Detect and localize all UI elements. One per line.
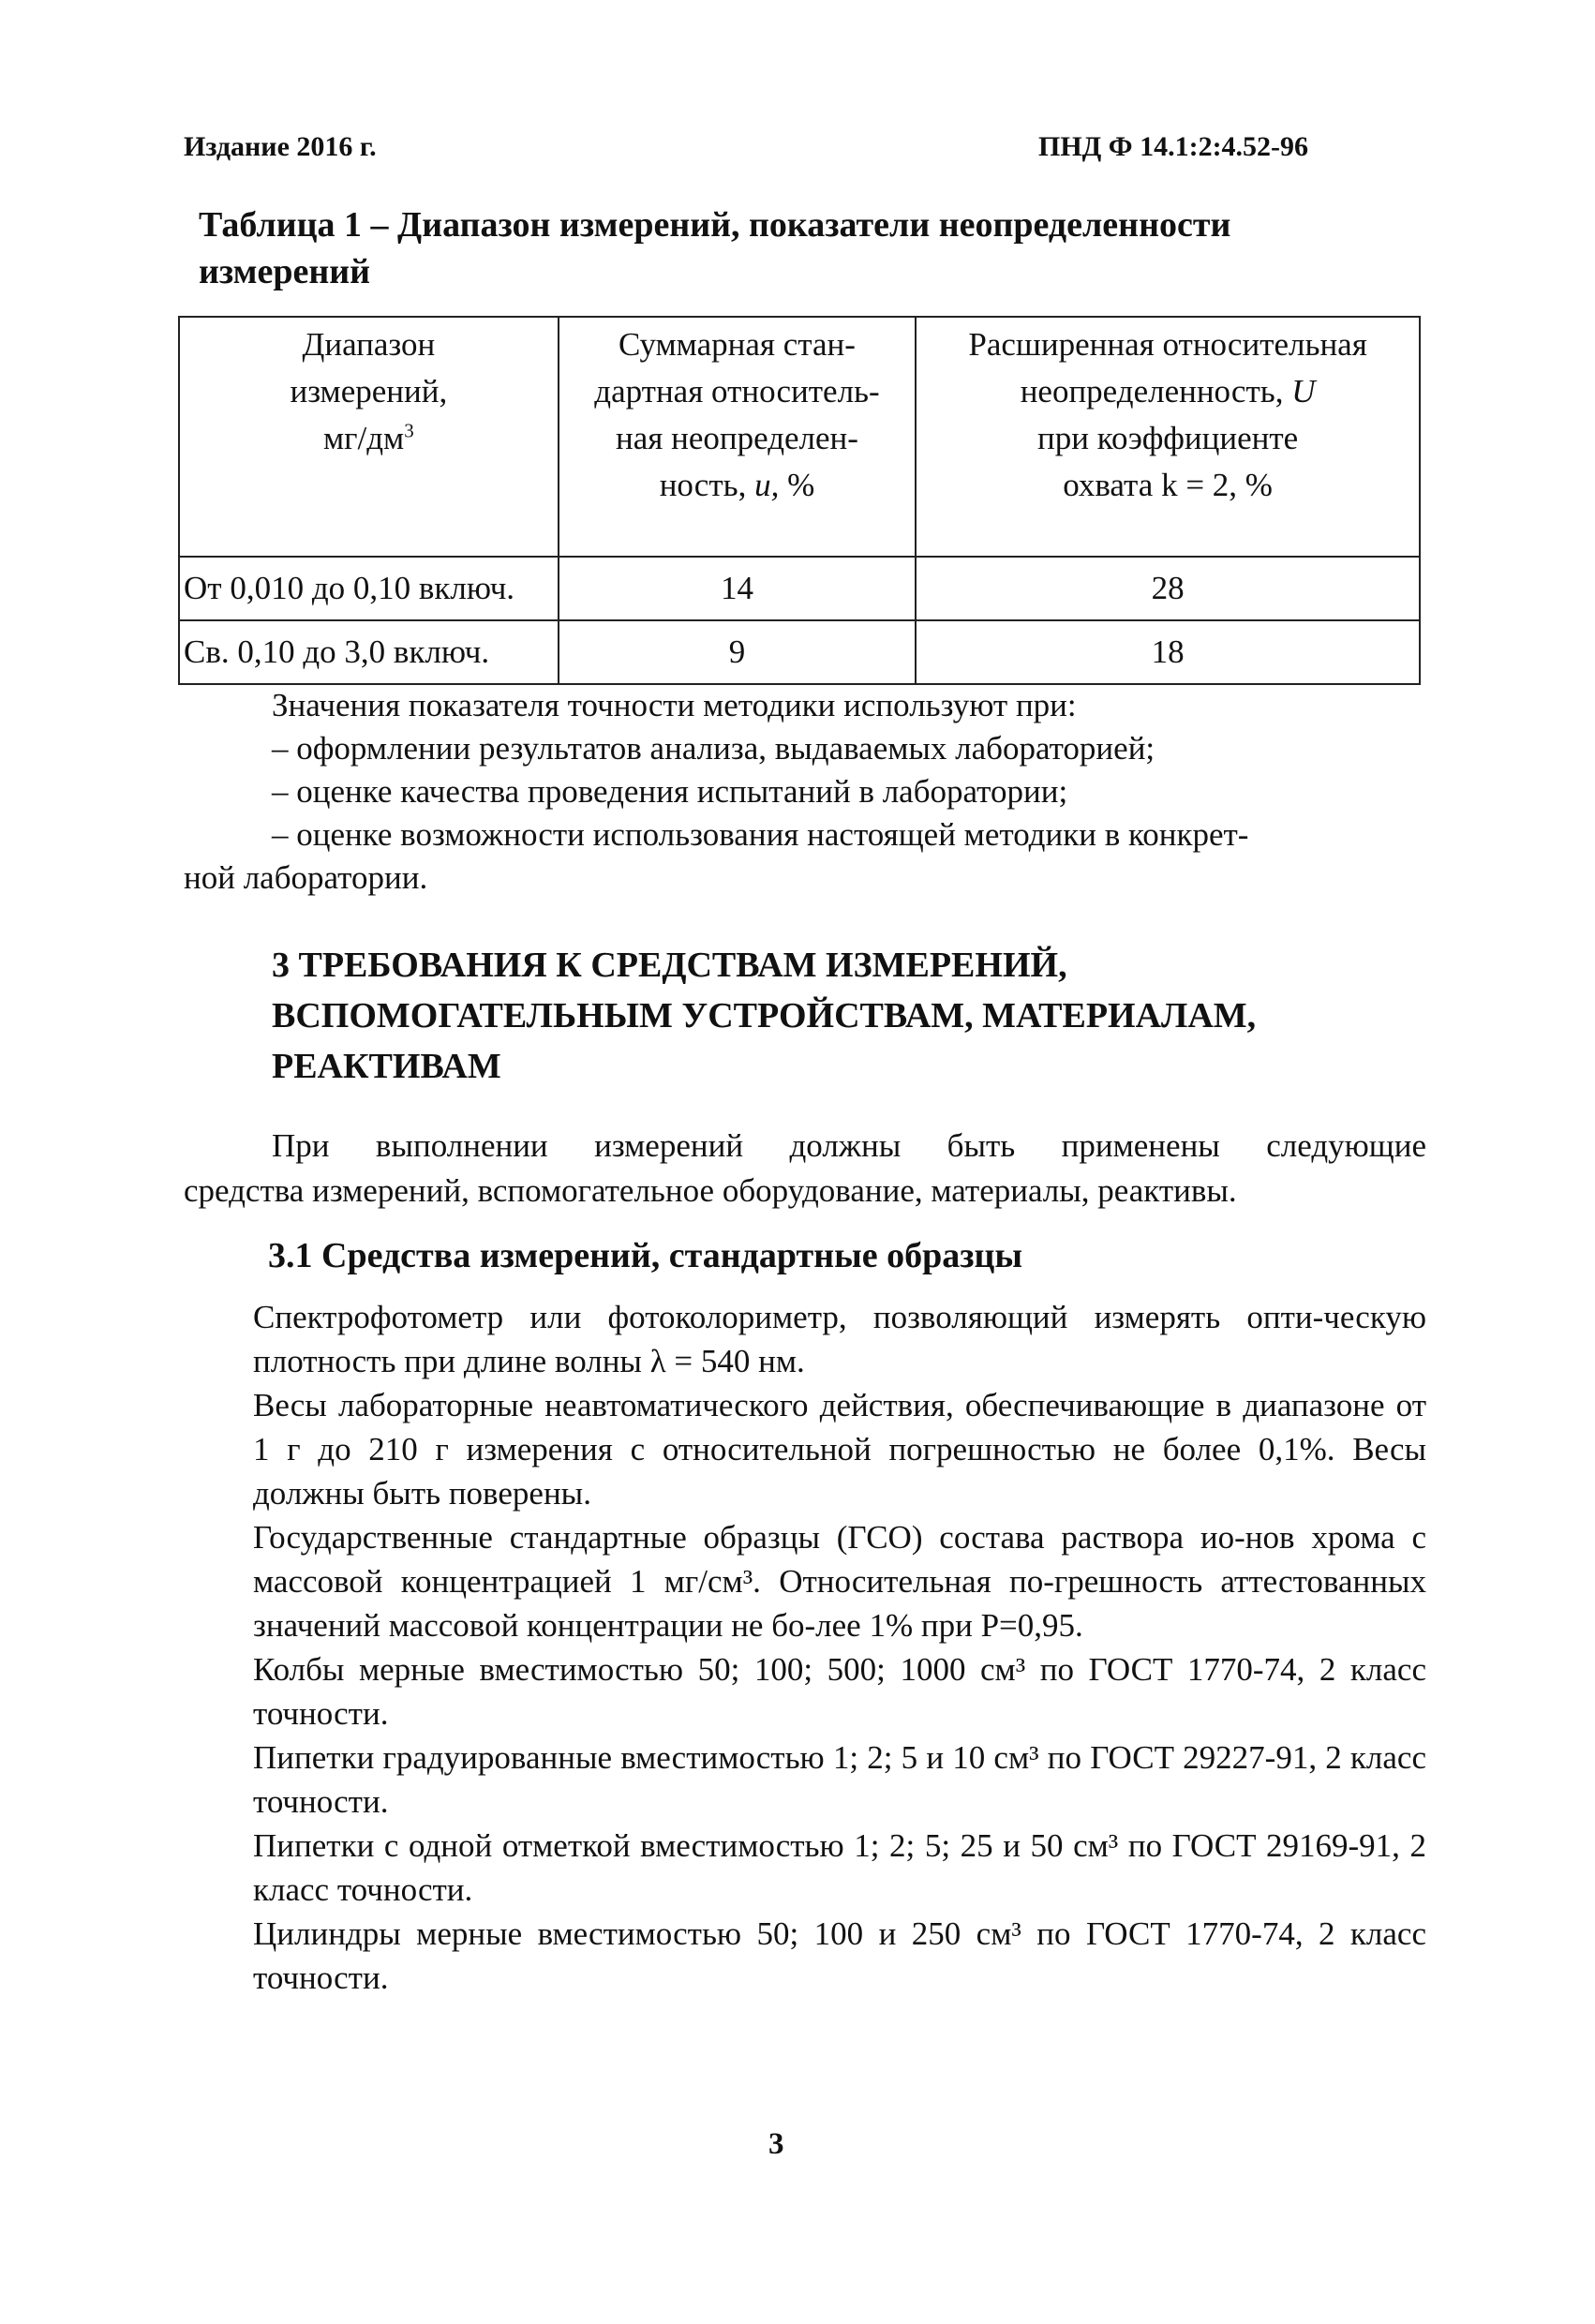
section-3-intro-line: средства измерений, вспомогательное оборудование, материалы, реактивы. bbox=[184, 1172, 1237, 1209]
section-3-intro-line: При выполнении измерений должны быть применены следующие bbox=[272, 1127, 1426, 1164]
header-text: измерений, bbox=[290, 373, 448, 410]
usage-intro: Значения показателя точности методики используют при: bbox=[272, 687, 1077, 723]
cell-u: 14 bbox=[559, 557, 916, 620]
list-item: Государственные стандартные образцы (ГСО) состава раствора ио-нов хрома с массовой концентрацией 1 мг/см³. Относительная по-грешность аттестованных значений массовой концентрации не бо-лее 1% при Р=0,95. bbox=[253, 1519, 1426, 1644]
cell-range: От 0,010 до 0,10 включ. bbox=[179, 557, 559, 620]
header-text: ность, bbox=[659, 467, 755, 503]
header-text: Расширенная относительная bbox=[968, 326, 1367, 363]
list-item: Пипетки с одной отметкой вместимостью 1; 2; 5; 25 и 50 см³ по ГОСТ 29169-91, 2 класс точности. bbox=[253, 1827, 1426, 1908]
header-range bbox=[179, 317, 559, 557]
header-text: дартная относитель- bbox=[594, 373, 880, 410]
usage-item: – оформлении результатов анализа, выдаваемых лабораторией; bbox=[272, 730, 1155, 767]
table-caption-line: Таблица 1 – Диапазон измерений, показатели неопределенности bbox=[199, 205, 1231, 245]
header-text: Диапазон bbox=[302, 326, 436, 363]
header-text: мг/дм bbox=[323, 420, 405, 456]
table-header-row bbox=[179, 317, 1420, 557]
cell-U: 18 bbox=[916, 620, 1420, 684]
subsection-3-1-title: 3.1 Средства измерений, стандартные образцы bbox=[268, 1236, 1023, 1275]
section-title-line: ВСПОМОГАТЕЛЬНЫМ УСТРОЙСТВАМ, МАТЕРИАЛАМ, bbox=[272, 996, 1257, 1035]
symbol-u: u, bbox=[754, 467, 780, 503]
list-item: Спектрофотометр или фотоколориметр, позволяющий измерять опти-ческую плотность при длине волны λ = 540 нм. bbox=[253, 1299, 1426, 1379]
symbol-U: U bbox=[1291, 373, 1316, 410]
list-item: Весы лабораторные неавтоматического действия, обеспечивающие в диапазоне от 1 г до 210 г измерения с относительной погрешностью не более 0,1%. Весы должны быть поверены. bbox=[253, 1387, 1426, 1512]
usage-tail: ной лаборатории. bbox=[184, 859, 428, 896]
table-caption-line: измерений bbox=[199, 252, 371, 291]
page-number: 3 bbox=[768, 2127, 784, 2161]
header-standard-uncertainty bbox=[559, 317, 916, 557]
cell-U: 28 bbox=[916, 557, 1420, 620]
cell-range: Св. 0,10 до 3,0 включ. bbox=[179, 620, 559, 684]
superscript: 3 bbox=[404, 419, 414, 442]
list-item: Колбы мерные вместимостью 50; 100; 500; 1000 см³ по ГОСТ 1770-74, 2 класс точности. bbox=[253, 1651, 1426, 1732]
header-text: % bbox=[779, 467, 815, 503]
usage-item: – оценке возможности использования настоящей методики в конкрет- bbox=[272, 816, 1249, 853]
section-3-title bbox=[272, 940, 1396, 1092]
header-expanded-uncertainty bbox=[916, 317, 1420, 557]
table-row bbox=[179, 557, 1420, 620]
section-title-line: 3 ТРЕБОВАНИЯ К СРЕДСТВАМ ИЗМЕРЕНИЙ, bbox=[272, 946, 1067, 985]
cell-u: 9 bbox=[559, 620, 916, 684]
table-caption bbox=[199, 201, 1436, 295]
header-text: при коэффициенте bbox=[1037, 420, 1299, 456]
usage-item: – оценке качества проведения испытаний в лаборатории; bbox=[272, 773, 1068, 810]
uncertainty-table bbox=[178, 316, 1421, 685]
header-text: охвата k = 2, % bbox=[1063, 467, 1273, 503]
list-item: Цилиндры мерные вместимостью 50; 100 и 250 см³ по ГОСТ 1770-74, 2 класс точности. bbox=[253, 1915, 1426, 1996]
header-text: Суммарная стан- bbox=[619, 326, 856, 363]
usage-list bbox=[272, 684, 1424, 857]
section-title-line: РЕАКТИВАМ bbox=[272, 1047, 501, 1086]
header-text: ная неопределен- bbox=[616, 420, 858, 456]
header-text: неопределенность, bbox=[1020, 373, 1292, 410]
edition-label: Издание 2016 г. bbox=[184, 131, 377, 162]
table-row bbox=[179, 620, 1420, 684]
list-item: Пипетки градуированные вместимостью 1; 2; 5 и 10 см³ по ГОСТ 29227-91, 2 класс точности. bbox=[253, 1739, 1426, 1820]
equipment-list bbox=[253, 1295, 1426, 2000]
document-code: ПНД Ф 14.1:2:4.52-96 bbox=[1038, 131, 1309, 162]
